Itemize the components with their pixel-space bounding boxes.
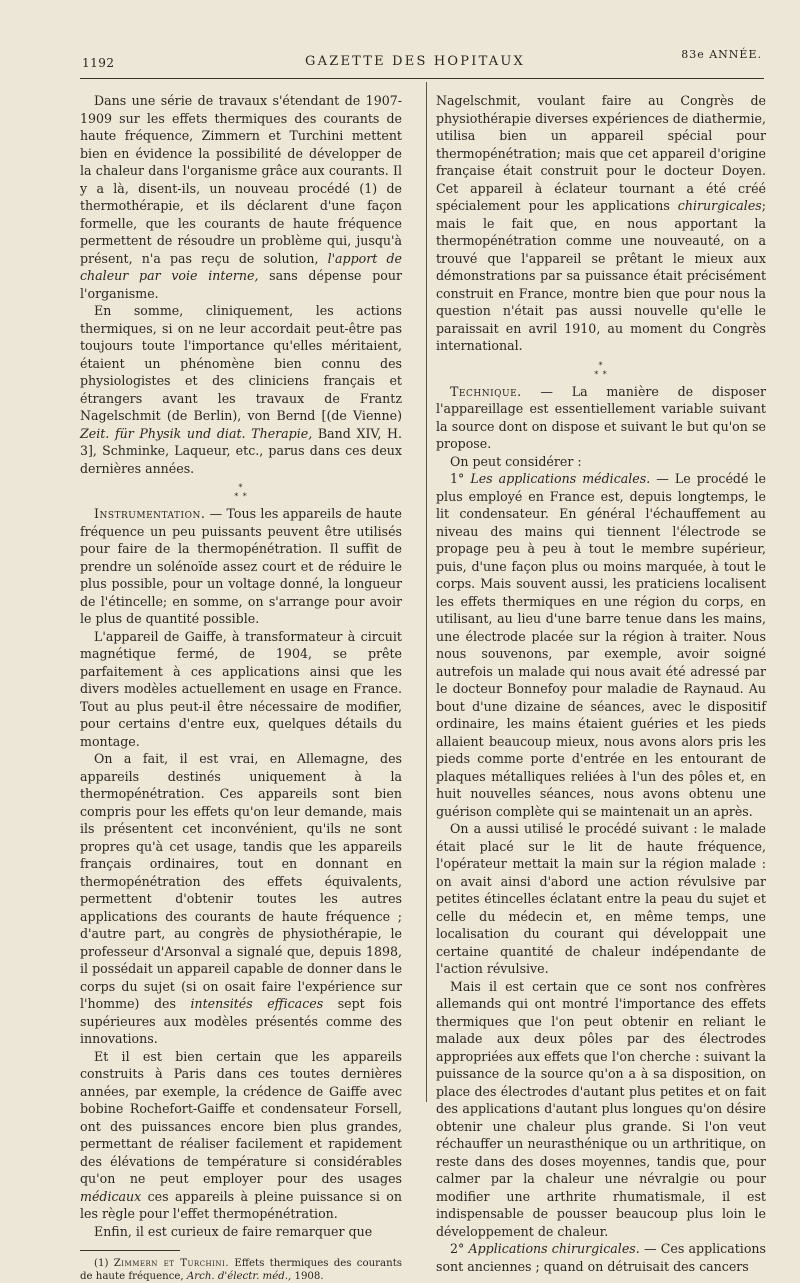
- running-head: [68, 50, 762, 76]
- paragraph-instrumentation: Instrumentation. — Tous les appareils de haute fréquence un peu puissants peuvent être utilisés pour faire de la thermopénétration. Il suffit de prendre un solénoïde assez court et de réduire le plus possible, pour un voltage donné, la longueur de l'étincelle; en somme, on s'arrange pour avoir le plus de quantité possible.: [80, 506, 402, 626]
- column-divider: [426, 82, 427, 1102]
- subsection-heading: Les applications médicales.: [470, 471, 651, 486]
- footnote: (1) Zimmern et Turchini. Effets thermiques des courants de haute fréquence, Arch. d'électr. méd., 1908.: [80, 1258, 403, 1282]
- section-separator: * * *: [234, 483, 248, 501]
- paragraph: Enfin, il est curieux de faire remarquer que: [94, 1223, 373, 1239]
- paragraph: On a fait, il est vrai, en Allemagne, des appareils destinés uniquement à la thermopénétration. Ces appareils sont bien compris pour les effets qu'on leur demande, mais ils présentent cet inconvénient, qu'ils ne sont propres qu'à cet usage, tandis que les appareils français ordinaires, tout en donnant en thermopénétration des effets équivalents, permettent d'obtenir toutes les autres applications des courants de haute fréquence ; d'autre part, au congrès de physiothérapie, le professeur d'Arsonval a signalé que, depuis 1898, il possédait un appareil capable de donner dans le corps du sujet (si on osait faire l'expérience sur l'homme) des intensités efficaces sept fois supérieures aux modèles présentés comme des innovations.: [80, 751, 403, 1046]
- journal-title: GAZETTE DES HOPITAUX: [305, 54, 525, 69]
- header-rule: [80, 78, 764, 79]
- subsection-heading: Applications chirurgicales.: [468, 1241, 640, 1256]
- paragraph: On a aussi utilisé le procédé suivant : le malade était placé sur le lit de haute fréquence, l'opérateur mettait la main sur la région malade : on avait ainsi d'abord une action révulsive par petites étincelles éclatant entre la peau du sujet et celle du médecin et, en même temps, une localisation du courant qui développait une certaine quantité de chaleur indépendante de l'action révulsive.: [436, 821, 766, 976]
- section-heading: Technique.: [450, 383, 522, 399]
- paragraph-medical-applications: 1° Les applications médicales. — Le procédé le plus employé en France est, depuis longtemps, le lit condensateur. En général l'échauffement au niveau des mains qui tiennent l'électrode se propage peu à peu à tout le membre supérieur, puis, d'une façon plus ou moins marquée, à tout le corps. Mais souvent aussi, les praticiens localisent les effets thermiques en une région du corps, en utilisant, au lieu d'une barre tenue dans les mains, une électrode placée sur la région à traiter. Nous nous souvenons, par exemple, avoir soigné autrefois un malade qui nous avait été adressé par le docteur Bonnefoy pour maladie de Raynaud. Au bout d'une dizaine de séances, avec le dispositif ordinaire, les mains étaient guéries et les pieds allaient beaucoup mieux, nous avons alors pris les pieds comme porte d'entrée en les entourant de plaques métalliques reliées à l'un des pôles et, en huit nouvelles séances, nous avons obtenu une guérison complète qui se maintenait un an après.: [436, 471, 766, 819]
- right-column: [436, 92, 766, 1275]
- volume-year: 83e ANNÉE.: [681, 48, 762, 61]
- paragraph: Dans une série de travaux s'étendant de 1907-1909 sur les effets thermiques des courants de haute fréquence, Zimmern et Turchini mettent bien en évidence la possibilité de développer de la chaleur dans l'organisme grâce aux courants. Il y a là, disent-ils, un nouveau procédé (1) de thermothérapie, et ils déclarent d'une façon formelle, que les courants de haute fréquence permettent de résoudre un problème qui, jusqu'à présent, n'a pas reçu de solution, l'apport de chaleur par voie interne, sans dépense pour l'organisme.: [80, 93, 402, 301]
- paragraph: Et il est bien certain que les appareils construits à Paris dans ces toutes dernières années, par exemple, la crédence de Gaiffe avec bobine Rochefort-Gaiffe et condensateur Forsell, ont des puissances encore bien plus grandes, permettant de réaliser facilement et rapidement des élévations de température si considérables qu'on ne peut employer pour des usages médicaux ces appareils à pleine puissance si on les règle pour l'effet thermopénétration.: [80, 1048, 402, 1221]
- paragraph: On peut considérer :: [450, 453, 582, 469]
- section-heading: Instrumentation.: [94, 506, 206, 521]
- paragraph-surgical-applications: 2° Applications chirurgicales. — Ces applications sont anciennes ; quand on détruisait des cancers: [436, 1241, 766, 1274]
- section-separator: * * *: [594, 360, 608, 379]
- paragraph-technique: Technique. — La manière de disposer l'appareillage est essentiellement variable suivant la source dont on dispose et suivant le but qu'on se propose.: [436, 383, 766, 451]
- left-column: [80, 92, 402, 1283]
- paragraph: En somme, cliniquement, les actions thermiques, si on ne leur accordait peut-être pas toujours toute l'importance qu'elles méritaient, étaient un phénomène bien connu des physiologistes et des cliniciens français et étrangers avant les travaux de Frantz Nagelschmit (de Berlin), von Bernd [(de Vienne) Zeit. für Physik und diat. Therapie, Band XIV, H. 3], Schminke, Laqueur, etc., parus dans ces deux dernières années.: [80, 303, 402, 476]
- paragraph: L'appareil de Gaiffe, à transformateur à circuit magnétique fermé, de 1904, se prête parfaitement à ces applications ainsi que les divers modèles actuellement en usage en France. Tout au plus peut-il être nécessaire de modifier, pour certains d'entre eux, quelques détails du montage.: [80, 628, 402, 749]
- page-number: 1192: [82, 56, 115, 70]
- paragraph: Nagelschmit, voulant faire au Congrès de physiothérapie diverses expériences de diathermie, utilisa bien un appareil spécial pour thermopénétration; mais que cet appareil d'origine française était construit pour le docteur Doyen. Cet appareil à éclateur tournant a été créé spécialement pour les applications chirurgicales; mais le fait que, en nous apportant la thermopénétration comme une nouveauté, on a trouvé que l'appareil se prêtant le mieux aux démonstrations par sa puissance était précisément construit en France, montre bien que pour nous la question n'était pas aussi nouvelle qu'elle le paraissait en avril 1910, au moment du Congrès international.: [436, 93, 766, 353]
- footnote-rule: [80, 1250, 180, 1251]
- paragraph: Mais il est certain que ce sont nos confrères allemands qui ont montré l'importance des effets thermiques que l'on peut obtenir en reliant le malade aux deux pôles par des électrodes appropriées aux effets que l'on cherche : suivant la puissance de la source qu'on a à sa disposition, on place des électrodes d'autant plus petites et on fait des applications d'autant plus longues qu'on désire obtenir une chaleur plus grande. Si l'on veut réchauffer un neurasthénique ou un arthritique, on reste dans des doses moyennes, tandis que, pour calmer par la chaleur une névralgie ou pour modifier une arthrite rhumatismale, il est indispensable de pousser beaucoup plus loin le développement de chaleur.: [436, 978, 766, 1239]
